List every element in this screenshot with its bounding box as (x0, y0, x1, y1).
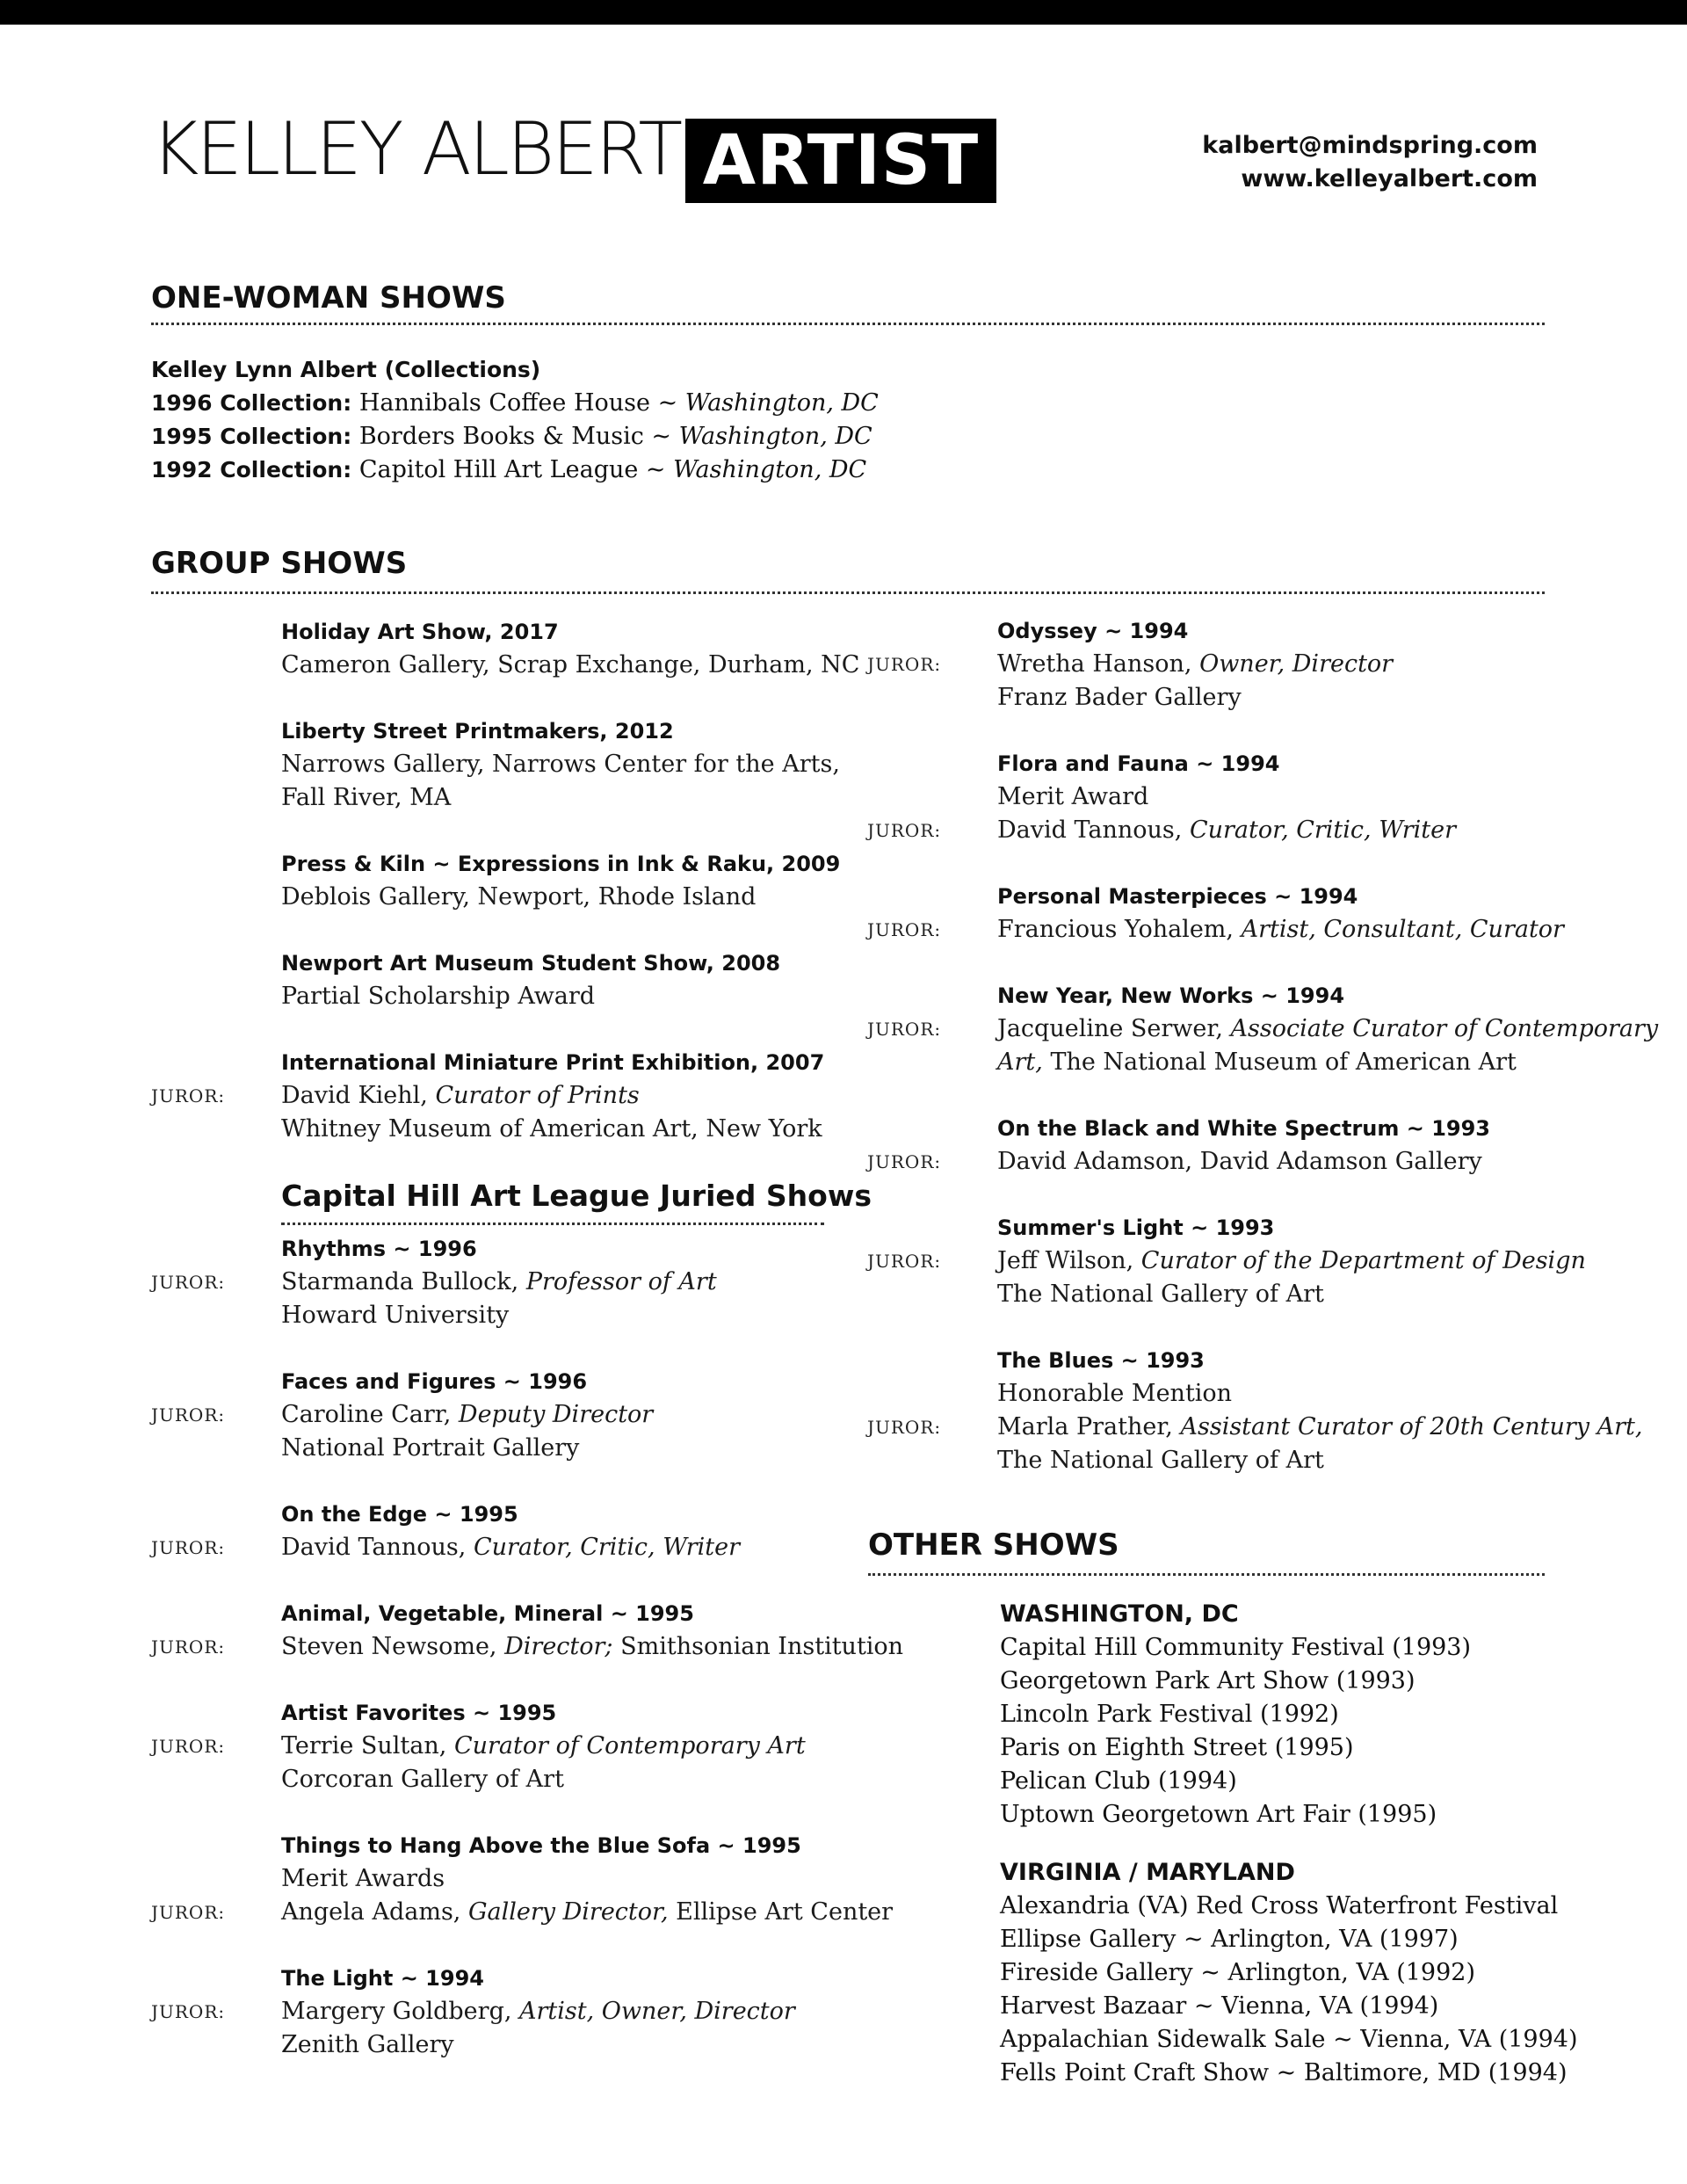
show-entry (151, 1597, 904, 1664)
juror-affiliation: The National Museum of American Art (1050, 1048, 1517, 1076)
other-show-item: Harvest Bazaar ~ Vienna, VA (1994) (1000, 1992, 1439, 2020)
region-label: WASHINGTON, DC (1000, 1600, 1239, 1628)
juror-name: Francious Yohalem, (997, 916, 1234, 943)
juror-role: Owner, Director (1199, 650, 1394, 678)
juror-line (867, 814, 1560, 847)
show-detail: Deblois Gallery, Newport, Rhode Island (281, 883, 757, 911)
juror-name: David Adamson, (997, 1148, 1193, 1175)
other-shows-group (1000, 1856, 1578, 2090)
show-entry (867, 979, 1659, 1079)
show-entry (151, 1046, 844, 1146)
show-entry (867, 747, 1560, 847)
show-detail: The National Gallery of Art (997, 1281, 1324, 1308)
collection-place: Washington, DC (673, 456, 867, 483)
juror-affiliation: Smithsonian Institution (620, 1633, 904, 1660)
juror-line (151, 1630, 904, 1664)
other-show-item: Alexandria (VA) Red Cross Waterfront Festival (1000, 1892, 1559, 1919)
juror-name: Marla Prather, (997, 1413, 1173, 1440)
juror-name: Margery Goldberg, (281, 1998, 512, 2025)
collection-item (151, 420, 879, 453)
email-link[interactable]: kalbert@mindspring.com (1202, 132, 1538, 159)
juror-label: JUROR: (151, 1902, 226, 1923)
show-title: Press & Kiln ~ Expressions in Ink & Raku, 2009 (281, 852, 841, 876)
top-border-bar (0, 0, 1687, 25)
show-title: Flora and Fauna ~ 1994 (997, 751, 1280, 776)
collection-venue: Capitol Hill Art League ~ (358, 456, 666, 483)
juror-name: Jacqueline Serwer, (997, 1015, 1223, 1042)
other-show-item: Lincoln Park Festival (1992) (1000, 1701, 1339, 1728)
juror-label: JUROR: (151, 1272, 226, 1293)
juror-role: Curator, Critic, Writer (473, 1534, 741, 1561)
juror-line (867, 1145, 1560, 1179)
show-title: New Year, New Works ~ 1994 (997, 983, 1345, 1008)
juror-line (151, 1995, 844, 2028)
show-title: On the Black and White Spectrum ~ 1993 (997, 1116, 1490, 1141)
juror-line (151, 1730, 844, 1763)
show-title: Things to Hang Above the Blue Sofa ~ 1995 (281, 1833, 801, 1858)
show-entry (867, 1344, 1643, 1477)
juror-label: JUROR: (867, 1417, 942, 1438)
juror-label: JUROR: (867, 1151, 942, 1172)
collection-item (151, 387, 879, 420)
show-detail: The National Gallery of Art (997, 1447, 1324, 1474)
show-title: Rhythms ~ 1996 (281, 1237, 477, 1261)
other-shows-heading: OTHER SHOWS (868, 1527, 1119, 1563)
show-detail: Fall River, MA (281, 784, 452, 811)
juror-role: Curator, Critic, Writer (1189, 816, 1457, 844)
juror-label: JUROR: (151, 1537, 226, 1558)
show-entry (151, 1498, 844, 1564)
show-title: Holiday Art Show, 2017 (281, 620, 559, 644)
show-detail: National Portrait Gallery (281, 1434, 580, 1462)
juror-label: JUROR: (151, 1404, 226, 1426)
show-entry (867, 880, 1564, 947)
juror-line (867, 913, 1564, 947)
other-show-item: Ellipse Gallery ~ Arlington, VA (1997) (1000, 1926, 1459, 1953)
show-entry (867, 1211, 1586, 1311)
juror-line (151, 1266, 844, 1299)
juror-name: Angela Adams, (281, 1898, 461, 1926)
collection-place: Washington, DC (678, 423, 872, 450)
juror-name: Terrie Sultan, (281, 1732, 447, 1760)
juror-label: JUROR: (151, 1736, 226, 1757)
other-shows-divider (868, 1573, 1545, 1576)
collection-year-label: 1996 Collection: (151, 390, 352, 416)
show-entry (281, 947, 844, 1013)
artist-badge: ARTIST (685, 119, 996, 203)
other-show-item: Georgetown Park Art Show (1993) (1000, 1667, 1415, 1694)
juror-label: JUROR: (867, 1251, 942, 1272)
juror-role: Associate Curator of Contemporary (1230, 1015, 1659, 1042)
one-woman-shows-heading: ONE-WOMAN SHOWS (151, 280, 506, 316)
show-detail: Zenith Gallery (281, 2031, 454, 2058)
juror-role: Curator of Prints (435, 1082, 640, 1109)
collection-venue: Hannibals Coffee House ~ (358, 389, 678, 417)
show-award: Honorable Mention (997, 1380, 1233, 1407)
juror-affiliation: Ellipse Art Center (676, 1898, 894, 1926)
show-award: Merit Award (997, 783, 1149, 810)
capitol-hill-section (151, 1179, 904, 2062)
juror-name: Steven Newsome, (281, 1633, 497, 1660)
show-title: Artist Favorites ~ 1995 (281, 1701, 557, 1725)
collection-venue: Borders Books & Music ~ (358, 423, 672, 450)
show-detail: Howard University (281, 1302, 510, 1329)
show-title: The Blues ~ 1993 (997, 1348, 1205, 1373)
capitol-hill-divider (281, 1223, 824, 1225)
group-shows-left-column (151, 615, 904, 2094)
show-title: Animal, Vegetable, Mineral ~ 1995 (281, 1601, 694, 1626)
show-entry (151, 1696, 844, 1796)
show-entry (281, 715, 844, 815)
other-show-item: Capital Hill Community Festival (1993) (1000, 1634, 1472, 1661)
juror-line (867, 1012, 1659, 1046)
juror-role: Professor of Art (525, 1268, 717, 1295)
collection-place: Washington, DC (684, 389, 879, 417)
collection-item (151, 453, 879, 487)
juror-line (151, 1896, 894, 1929)
contact-block (1202, 129, 1538, 196)
group-shows-divider (151, 591, 1545, 594)
show-entry (867, 1112, 1560, 1179)
show-entry (281, 847, 844, 914)
juror-label: JUROR: (867, 1019, 942, 1040)
other-show-item: Uptown Georgetown Art Fair (1995) (1000, 1801, 1437, 1828)
other-shows-list (1000, 1598, 1578, 2115)
collections-label: Kelley Lynn Albert (Collections) (151, 357, 541, 382)
show-detail (997, 1046, 1560, 1079)
juror-label: JUROR: (867, 654, 942, 675)
juror-affiliation: David Adamson Gallery (1199, 1148, 1482, 1175)
show-title: Personal Masterpieces ~ 1994 (997, 884, 1358, 909)
other-shows-group (1000, 1598, 1578, 1832)
juror-line (867, 1244, 1586, 1278)
juror-line (151, 1079, 844, 1113)
show-detail: Cameron Gallery, Scrap Exchange, Durham, NC (281, 651, 860, 678)
collection-year-label: 1992 Collection: (151, 457, 352, 483)
juror-label: JUROR: (151, 1636, 226, 1658)
show-entry (151, 1365, 844, 1465)
show-entry (151, 1962, 844, 2062)
show-title: Odyssey ~ 1994 (997, 619, 1189, 643)
juror-role: Gallery Director, (467, 1898, 669, 1926)
show-entry (151, 1232, 844, 1332)
juror-name: Jeff Wilson, (997, 1247, 1134, 1274)
juror-name: David Tannous, (281, 1534, 467, 1561)
juror-label: JUROR: (151, 2001, 226, 2022)
show-entry (867, 614, 1560, 715)
juror-label: JUROR: (867, 919, 942, 940)
juror-role: Artist, Owner, Director (519, 1998, 795, 2025)
group-shows-right-column (867, 614, 1659, 1510)
website-link[interactable]: www.kelleyalbert.com (1241, 165, 1538, 192)
show-detail: Partial Scholarship Award (281, 983, 596, 1010)
juror-role: Curator of Contemporary Art (453, 1732, 806, 1760)
show-title: Summer's Light ~ 1993 (997, 1215, 1275, 1240)
show-detail: Whitney Museum of American Art, New York (281, 1115, 822, 1143)
show-detail: Franz Bader Gallery (997, 684, 1242, 711)
show-award: Merit Awards (281, 1865, 445, 1892)
show-title: Liberty Street Printmakers, 2012 (281, 719, 674, 744)
show-title: Faces and Figures ~ 1996 (281, 1369, 588, 1394)
juror-role: Assistant Curator of 20th Century Art, (1180, 1413, 1643, 1440)
capitol-hill-heading: Capital Hill Art League Juried Shows (281, 1179, 872, 1213)
juror-label: JUROR: (151, 1085, 226, 1107)
juror-line (867, 648, 1560, 681)
other-show-item: Pelican Club (1994) (1000, 1767, 1237, 1795)
other-show-item: Paris on Eighth Street (1995) (1000, 1734, 1354, 1761)
collection-year-label: 1995 Collection: (151, 424, 352, 449)
other-show-item: Appalachian Sidewalk Sale ~ Vienna, VA (1994) (1000, 2026, 1578, 2053)
show-title: On the Edge ~ 1995 (281, 1502, 518, 1527)
juror-line (151, 1398, 844, 1432)
juror-name: David Tannous, (997, 816, 1183, 844)
other-show-item: Fells Point Craft Show ~ Baltimore, MD (1994) (1000, 2059, 1568, 2086)
juror-name: Starmanda Bullock, (281, 1268, 519, 1295)
show-title: Newport Art Museum Student Show, 2008 (281, 951, 781, 976)
juror-role: Deputy Director (458, 1401, 654, 1428)
artist-name: KELLEY ALBERT (151, 106, 681, 192)
juror-role: Artist, Consultant, Curator (1241, 916, 1564, 943)
juror-role: Director; (504, 1633, 613, 1660)
juror-label: JUROR: (867, 820, 942, 841)
group-shows-heading: GROUP SHOWS (151, 546, 408, 581)
juror-role: Curator of the Department of Design (1140, 1247, 1586, 1274)
show-title: International Miniature Print Exhibition, 2007 (281, 1050, 825, 1075)
one-woman-divider (151, 323, 1545, 325)
show-detail: Corcoran Gallery of Art (281, 1766, 564, 1793)
juror-name: David Kiehl, (281, 1082, 428, 1109)
show-detail: Narrows Gallery, Narrows Center for the Arts, (281, 751, 840, 778)
one-woman-list (151, 353, 879, 487)
juror-role-continued: Art, (997, 1048, 1043, 1076)
juror-line (867, 1411, 1643, 1444)
region-label: VIRGINIA / MARYLAND (1000, 1859, 1295, 1886)
show-entry (151, 1829, 894, 1929)
other-show-item: Fireside Gallery ~ Arlington, VA (1992) (1000, 1959, 1475, 1986)
juror-name: Wretha Hanson, (997, 650, 1192, 678)
juror-line (151, 1531, 844, 1564)
show-entry (281, 615, 860, 682)
juror-name: Caroline Carr, (281, 1401, 452, 1428)
show-title: The Light ~ 1994 (281, 1966, 484, 1991)
